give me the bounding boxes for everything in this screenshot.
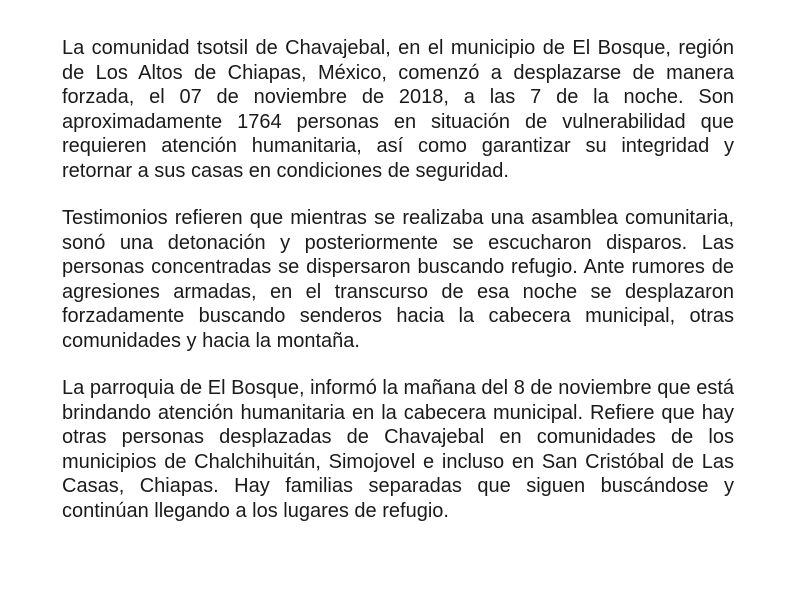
- paragraph-displacement-summary: La comunidad tsotsil de Chavajebal, en el municipio de El Bosque, región de Los Altos de Chiapas, México, comenzó a desplazarse de manera forzada, el 07 de noviembre de 2018, a las 7 de la noche. Son aproximadamente 1764 personas en situación de vulnerabilidad que requieren atención humanitaria, así como garantizar su integridad y retornar a sus casas en condiciones de seguridad.: [62, 37, 734, 182]
- paragraph-parish-report: La parroquia de El Bosque, informó la mañana del 8 de noviembre que está brindando atención humanitaria en la cabecera municipal. Refiere que hay otras personas desplazadas de Chavajebal en comunidades de los municipios de Chalchihuitán, Simojovel e incluso en San Cristóbal de Las Casas, Chiapas. Hay familias separadas que siguen buscándose y continúan llegando a los lugares de refugio.: [62, 377, 734, 522]
- paragraph-testimonies: Testimonios refieren que mientras se realizaba una asamblea comunitaria, sonó una detonación y posteriormente se escucharon disparos. Las personas concentradas se dispersaron buscando refugio. Ante rumores de agresiones armadas, en el transcurso de esa noche se desplazaron forzadamente buscando senderos hacia la cabecera municipal, otras comunidades y hacia la montaña.: [62, 207, 734, 352]
- document-body: [62, 36, 734, 523]
